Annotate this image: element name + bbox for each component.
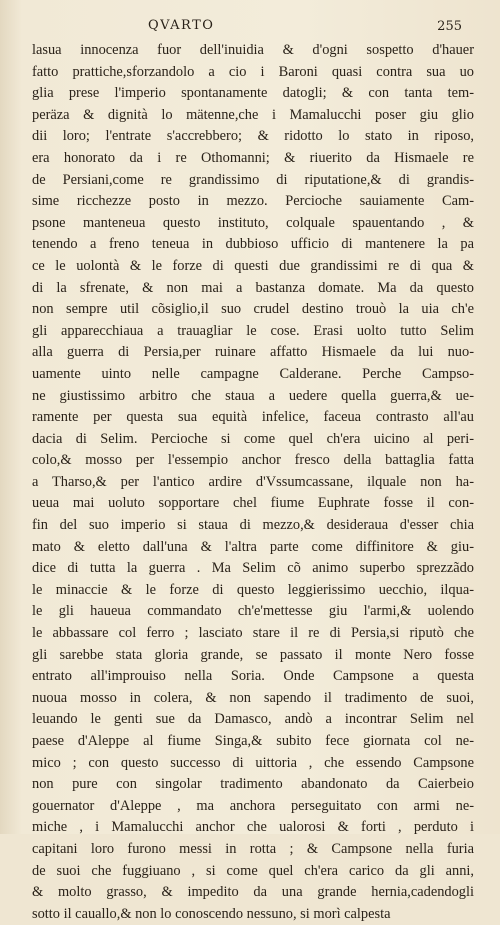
text-line: ne giustissimo arbitro che staua a uedere quella guerra,& ue- (32, 387, 474, 404)
text-line: le minaccie & le forze di questo leggierissimo uecchio, ilqua- (32, 581, 474, 598)
text-line: ramente per questa sua equità infelice, faceua contrasto all'au (32, 409, 474, 426)
text-line: glia prese l'imperio spontanamente datogli; & con tanta tem- (32, 85, 474, 102)
text-line: a Tharso,& per l'antico ardire d'Vssumcassane, ilquale non ha- (32, 473, 474, 490)
text-line: non sempre util cõsiglio,il suo crudel destino trouò la uia ch'e (32, 301, 474, 318)
page-number: 255 (437, 19, 462, 34)
page-header (0, 8, 500, 34)
text-line: gli apparecchiaua a trauagliar le cose. Erasi uolto tutto Selim (32, 322, 474, 339)
text-line: miche , i Mamalucchi anchor che ualorosi & forti , perduto i (32, 819, 474, 836)
text-line: non pure con singolar tradimento abandonato da Caierbeio (32, 776, 474, 793)
text-line: mico ; con questo successo di uittoria , che essendo Campsone (32, 754, 474, 771)
body-text (32, 40, 474, 925)
text-line: leuando le genti sue da Damasco, andò a incontrar Selim nel (32, 711, 474, 728)
text-line: dacia di Selim. Percioche si come quel ch'era uicino al peri- (32, 430, 474, 447)
text-line: mato & eletto dall'una & l'altra parte come diffinitore & giu- (32, 538, 474, 555)
text-line: ueua mai uoluto sopportare chel fiume Euphrate fosse il con- (32, 495, 474, 512)
text-line: gouernator d'Aleppe , ma anchora perseguitato con armi ne- (32, 797, 474, 814)
text-line: & molto grasso, & impedito da una grande hernia,cadendogli (32, 884, 474, 901)
text-line: de suoi che fuggiuano , si come quel ch'era carico da gli anni, (32, 862, 474, 879)
text-line: dice di tutta la guerra . Ma Selim cõ animo superbo sprezzãdo (32, 560, 474, 577)
text-line: lasua innocenza fuor dell'inuidia & d'ogni sospetto d'hauer (32, 42, 474, 58)
text-line: fin del suo imperio si staua di mezzo,& desideraua d'esser chia (32, 517, 474, 534)
text-line: sime ricchezze posto in mezzo. Percioche sauiamente Cam- (32, 193, 474, 210)
text-line: ce le uolontà & le forze di questi due grandissimi re di qua & (32, 257, 474, 274)
text-line: sotto il cauallo,& non lo conoscendo nessuno, si morì calpesta (32, 905, 391, 922)
text-line: paese d'Aleppe al fiume Singa,& subito fece giornata col ne- (32, 733, 474, 749)
text-line: entrato all'improuiso nella Soria. Onde Campsone a questa (32, 668, 474, 685)
text-line: de Persiani,come re grandissimo di riputatione,& di grandis- (32, 171, 474, 188)
text-line: uamente uinto nelle campagne Calderane. Perche Campso- (32, 365, 474, 382)
text-line: colo,& mosso per l'essempio anchor fresco della battaglia fatta (32, 452, 474, 469)
text-line: nuoua mosso in colera, & non sapendo il tradimento de suoi, (32, 689, 474, 706)
text-line: psone manteneua questo instituto, colquale spauentando , & (32, 214, 474, 231)
text-line: le abbassare col ferro ; lasciato stare il re di Persia,si riputò che (32, 625, 474, 642)
text-line: tenendo a freno teneua in dubbioso ufficio di mantenere la pa (32, 236, 474, 253)
text-line: alla guerra di Persia,per ruinare affatto Hismaele da lui nuo- (32, 344, 474, 361)
text-line: le gli haueua commandato ch'e'mettesse giu l'armi,& uolendo (32, 603, 474, 620)
running-head: QVARTO (148, 18, 215, 33)
text-line: peräza & dignità lo mätenne,che i Mamalucchi poser giu glio (32, 106, 474, 123)
text-line: era honorato da i re Othomanni; & riuerito da Hismaele re (32, 149, 474, 166)
text-line: fatto prattiche,sforzandolo a cio i Baroni quasi contra sua uo (32, 63, 474, 80)
text-line: gli sarebbe stata gloria grande, se passato il monte Nero fosse (32, 646, 474, 663)
text-line: capitani loro furono messi in rotta ; & Campsone nella furia (32, 840, 474, 857)
text-line: di la sfrenate, & non mai a bastanza domate. Ma da questo (32, 279, 474, 296)
text-line: dii loro; l'entrate s'accrebbero; & ridotto lo stato in riposo, (32, 128, 474, 145)
